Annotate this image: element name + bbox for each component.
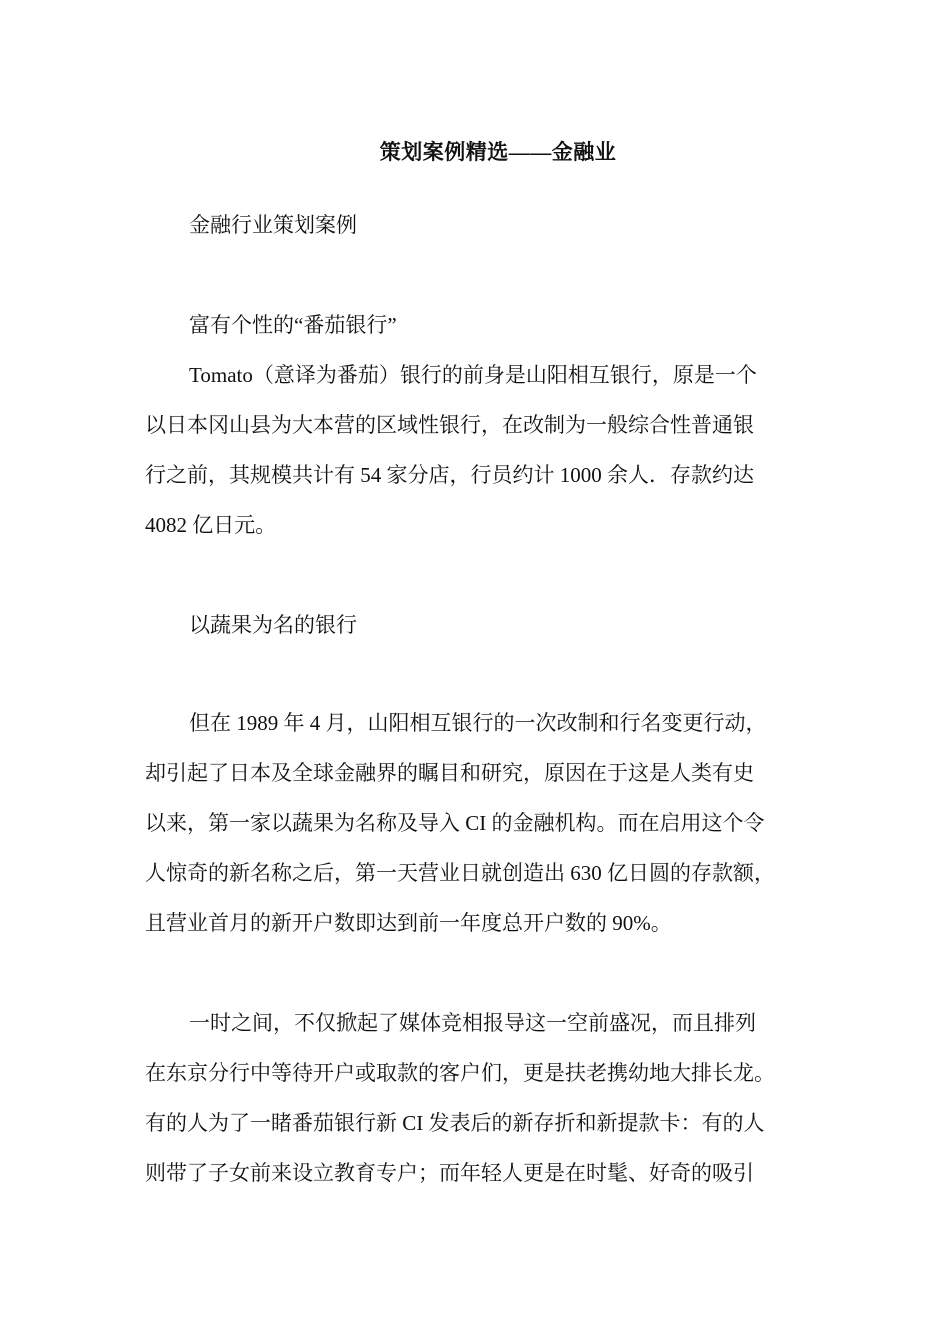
paragraph-line: 且营业首月的新开户数即达到前一年度总开户数的 90%。	[145, 911, 672, 935]
paragraph-line: 却引起了日本及全球金融界的瞩目和研究，原因在于这是人类有史	[145, 761, 754, 785]
paragraph-line: 一时之间，不仅掀起了媒体竞相报导这一空前盛况，而且排列	[189, 1011, 756, 1035]
paragraph-line: 则带了子女前来设立教育专户；而年轻人更是在时髦、好奇的吸引	[145, 1161, 754, 1185]
paragraph-line: 4082 亿日元。	[145, 513, 277, 537]
paragraph-line: 行之前，其规模共计有 54 家分店，行员约计 1000 余人．存款约达	[145, 463, 754, 487]
document-subtitle: 金融行业策划案例	[189, 213, 357, 237]
paragraph-line: 以来，第一家以蔬果为名称及导入 CI 的金融机构。而在启用这个令	[145, 811, 765, 835]
paragraph-line: 在东京分行中等待开户或取款的客户们，更是扶老携幼地大排长龙。	[145, 1061, 775, 1085]
paragraph-line: 以日本冈山县为大本营的区域性银行，在改制为一般综合性普通银	[145, 413, 754, 437]
document-title: 策划案例精选——金融业	[379, 140, 617, 164]
paragraph-line: 人惊奇的新名称之后，第一天营业日就创造出 630 亿日圆的存款额，	[145, 861, 775, 885]
section-heading-tomato-bank: 富有个性的“番茄银行”	[189, 313, 397, 337]
paragraph-line: Tomato（意译为番茄）银行的前身是山阳相互银行，原是一个	[189, 363, 757, 387]
section-heading-vegetable-bank: 以蔬果为名的银行	[189, 613, 357, 637]
paragraph-line: 但在 1989 年 4 月，山阳相互银行的一次改制和行名变更行动，	[189, 711, 767, 735]
paragraph-line: 有的人为了一睹番茄银行新 CI 发表后的新存折和新提款卡：有的人	[145, 1111, 765, 1135]
